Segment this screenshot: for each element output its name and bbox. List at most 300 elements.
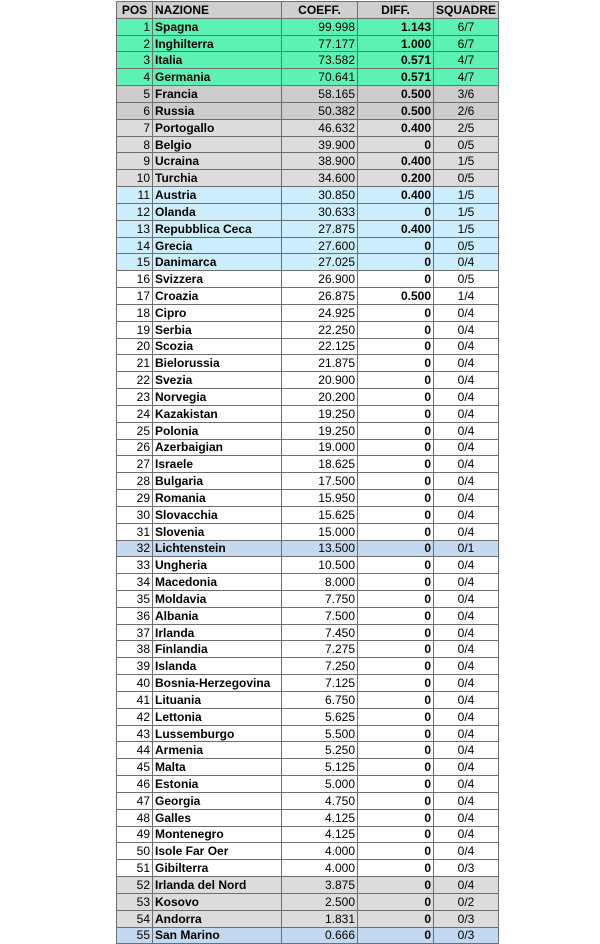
cell-nazione: Cipro — [153, 304, 282, 321]
cell-diff: 0 — [358, 422, 434, 439]
cell-coeff: 19.000 — [282, 439, 358, 456]
cell-nazione: Finlandia — [153, 641, 282, 658]
cell-coeff: 30.633 — [282, 203, 358, 220]
cell-squadre: 1/5 — [434, 203, 499, 220]
cell-diff: 0 — [358, 725, 434, 742]
cell-diff: 0 — [358, 473, 434, 490]
cell-diff: 0 — [358, 523, 434, 540]
cell-pos: 37 — [117, 624, 153, 641]
cell-pos: 48 — [117, 809, 153, 826]
cell-coeff: 30.850 — [282, 187, 358, 204]
cell-nazione: Estonia — [153, 776, 282, 793]
cell-coeff: 50.382 — [282, 102, 358, 119]
cell-pos: 45 — [117, 759, 153, 776]
cell-coeff: 3.875 — [282, 877, 358, 894]
cell-diff: 0 — [358, 776, 434, 793]
cell-pos: 7 — [117, 119, 153, 136]
cell-nazione: Repubblica Ceca — [153, 220, 282, 237]
cell-diff: 0.400 — [358, 187, 434, 204]
cell-coeff: 4.750 — [282, 792, 358, 809]
cell-nazione: Svezia — [153, 372, 282, 389]
cell-nazione: Olanda — [153, 203, 282, 220]
cell-pos: 32 — [117, 540, 153, 557]
cell-pos: 19 — [117, 321, 153, 338]
ranking-table — [116, 1, 499, 944]
cell-nazione: Gibilterra — [153, 860, 282, 877]
cell-nazione: Macedonia — [153, 574, 282, 591]
table-row — [117, 102, 499, 119]
table-row — [117, 220, 499, 237]
cell-nazione: Romania — [153, 490, 282, 507]
table-row — [117, 69, 499, 86]
cell-squadre: 0/3 — [434, 927, 499, 944]
cell-coeff: 18.625 — [282, 456, 358, 473]
cell-diff: 0 — [358, 691, 434, 708]
cell-pos: 28 — [117, 473, 153, 490]
cell-diff: 0 — [358, 506, 434, 523]
cell-diff: 0 — [358, 439, 434, 456]
table-row — [117, 877, 499, 894]
table-row — [117, 254, 499, 271]
cell-nazione: Grecia — [153, 237, 282, 254]
cell-nazione: Belgio — [153, 136, 282, 153]
cell-nazione: Montenegro — [153, 826, 282, 843]
header-diff: DIFF. — [358, 2, 434, 19]
cell-diff: 0 — [358, 641, 434, 658]
cell-squadre: 0/4 — [434, 641, 499, 658]
cell-coeff: 5.625 — [282, 708, 358, 725]
cell-squadre: 1/4 — [434, 288, 499, 305]
cell-coeff: 39.900 — [282, 136, 358, 153]
cell-squadre: 0/4 — [434, 422, 499, 439]
table-row — [117, 389, 499, 406]
cell-squadre: 0/3 — [434, 910, 499, 927]
cell-pos: 34 — [117, 574, 153, 591]
table-row — [117, 776, 499, 793]
table-row — [117, 136, 499, 153]
cell-nazione: Irlanda del Nord — [153, 877, 282, 894]
table-row — [117, 153, 499, 170]
table-row — [117, 456, 499, 473]
cell-squadre: 0/4 — [434, 389, 499, 406]
cell-squadre: 0/4 — [434, 506, 499, 523]
cell-coeff: 7.275 — [282, 641, 358, 658]
cell-diff: 0 — [358, 759, 434, 776]
cell-squadre: 0/4 — [434, 607, 499, 624]
table-row — [117, 119, 499, 136]
cell-pos: 33 — [117, 557, 153, 574]
cell-squadre: 0/4 — [434, 691, 499, 708]
cell-nazione: Ucraina — [153, 153, 282, 170]
cell-diff: 0 — [358, 372, 434, 389]
table-row — [117, 910, 499, 927]
cell-nazione: Malta — [153, 759, 282, 776]
cell-nazione: San Marino — [153, 927, 282, 944]
cell-coeff: 2.500 — [282, 893, 358, 910]
cell-pos: 21 — [117, 355, 153, 372]
cell-pos: 49 — [117, 826, 153, 843]
cell-diff: 0 — [358, 675, 434, 692]
cell-pos: 16 — [117, 271, 153, 288]
cell-pos: 40 — [117, 675, 153, 692]
cell-coeff: 7.250 — [282, 658, 358, 675]
cell-pos: 43 — [117, 725, 153, 742]
cell-pos: 15 — [117, 254, 153, 271]
cell-pos: 35 — [117, 590, 153, 607]
table-row — [117, 405, 499, 422]
cell-pos: 26 — [117, 439, 153, 456]
cell-diff: 1.143 — [358, 18, 434, 35]
cell-pos: 53 — [117, 893, 153, 910]
cell-coeff: 77.177 — [282, 35, 358, 52]
cell-diff: 0 — [358, 557, 434, 574]
cell-diff: 0 — [358, 809, 434, 826]
cell-squadre: 0/5 — [434, 136, 499, 153]
cell-pos: 55 — [117, 927, 153, 944]
cell-squadre: 0/4 — [434, 574, 499, 591]
cell-nazione: Islanda — [153, 658, 282, 675]
cell-coeff: 15.625 — [282, 506, 358, 523]
cell-diff: 0 — [358, 254, 434, 271]
cell-coeff: 6.750 — [282, 691, 358, 708]
cell-pos: 17 — [117, 288, 153, 305]
table-row — [117, 304, 499, 321]
table-row — [117, 792, 499, 809]
cell-nazione: Francia — [153, 86, 282, 103]
cell-nazione: Italia — [153, 52, 282, 69]
cell-coeff: 26.875 — [282, 288, 358, 305]
cell-diff: 0 — [358, 304, 434, 321]
cell-squadre: 0/4 — [434, 675, 499, 692]
cell-nazione: Albania — [153, 607, 282, 624]
cell-squadre: 0/4 — [434, 321, 499, 338]
cell-squadre: 0/5 — [434, 170, 499, 187]
cell-diff: 0 — [358, 607, 434, 624]
cell-squadre: 3/6 — [434, 86, 499, 103]
cell-diff: 0.571 — [358, 69, 434, 86]
cell-nazione: Lussemburgo — [153, 725, 282, 742]
cell-diff: 0.571 — [358, 52, 434, 69]
table-row — [117, 203, 499, 220]
cell-squadre: 6/7 — [434, 18, 499, 35]
cell-pos: 39 — [117, 658, 153, 675]
cell-coeff: 38.900 — [282, 153, 358, 170]
cell-coeff: 73.582 — [282, 52, 358, 69]
cell-pos: 12 — [117, 203, 153, 220]
cell-nazione: Bielorussia — [153, 355, 282, 372]
cell-diff: 0 — [358, 927, 434, 944]
table-row — [117, 439, 499, 456]
cell-diff: 0 — [358, 136, 434, 153]
table-row — [117, 52, 499, 69]
table-row — [117, 523, 499, 540]
cell-nazione: Isole Far Oer — [153, 843, 282, 860]
cell-coeff: 13.500 — [282, 540, 358, 557]
cell-squadre: 0/4 — [434, 523, 499, 540]
cell-diff: 0 — [358, 910, 434, 927]
cell-diff: 0 — [358, 860, 434, 877]
cell-nazione: Irlanda — [153, 624, 282, 641]
cell-diff: 0 — [358, 624, 434, 641]
cell-coeff: 4.125 — [282, 809, 358, 826]
cell-nazione: Svizzera — [153, 271, 282, 288]
cell-diff: 0 — [358, 321, 434, 338]
cell-nazione: Galles — [153, 809, 282, 826]
cell-diff: 0.400 — [358, 220, 434, 237]
cell-nazione: Germania — [153, 69, 282, 86]
cell-diff: 0 — [358, 271, 434, 288]
cell-coeff: 5.000 — [282, 776, 358, 793]
cell-pos: 18 — [117, 304, 153, 321]
cell-coeff: 7.750 — [282, 590, 358, 607]
cell-squadre: 0/4 — [434, 590, 499, 607]
table-row — [117, 708, 499, 725]
cell-squadre: 2/5 — [434, 119, 499, 136]
cell-pos: 13 — [117, 220, 153, 237]
cell-pos: 9 — [117, 153, 153, 170]
header-coeff: COEFF. — [282, 2, 358, 19]
header-row — [117, 2, 499, 19]
table-row — [117, 641, 499, 658]
cell-squadre: 4/7 — [434, 69, 499, 86]
cell-diff: 0 — [358, 405, 434, 422]
cell-coeff: 17.500 — [282, 473, 358, 490]
cell-diff: 0.400 — [358, 153, 434, 170]
cell-nazione: Inghilterra — [153, 35, 282, 52]
table-row — [117, 658, 499, 675]
cell-squadre: 1/5 — [434, 153, 499, 170]
cell-coeff: 19.250 — [282, 405, 358, 422]
cell-diff: 0 — [358, 843, 434, 860]
cell-coeff: 21.875 — [282, 355, 358, 372]
cell-pos: 31 — [117, 523, 153, 540]
table-row — [117, 893, 499, 910]
cell-squadre: 0/5 — [434, 237, 499, 254]
cell-squadre: 0/4 — [434, 254, 499, 271]
cell-diff: 0.500 — [358, 102, 434, 119]
cell-squadre: 0/4 — [434, 490, 499, 507]
cell-nazione: Georgia — [153, 792, 282, 809]
cell-squadre: 0/2 — [434, 893, 499, 910]
table-row — [117, 860, 499, 877]
cell-coeff: 26.900 — [282, 271, 358, 288]
cell-nazione: Azerbaigian — [153, 439, 282, 456]
table-row — [117, 691, 499, 708]
cell-coeff: 20.200 — [282, 389, 358, 406]
cell-pos: 52 — [117, 877, 153, 894]
cell-diff: 0 — [358, 540, 434, 557]
cell-pos: 22 — [117, 372, 153, 389]
table-body — [117, 18, 499, 944]
cell-squadre: 4/7 — [434, 52, 499, 69]
cell-diff: 0 — [358, 355, 434, 372]
table-row — [117, 321, 499, 338]
cell-nazione: Slovenia — [153, 523, 282, 540]
cell-squadre: 0/4 — [434, 776, 499, 793]
cell-coeff: 5.500 — [282, 725, 358, 742]
cell-nazione: Moldavia — [153, 590, 282, 607]
cell-diff: 0 — [358, 574, 434, 591]
cell-squadre: 0/4 — [434, 304, 499, 321]
table-row — [117, 540, 499, 557]
cell-diff: 0 — [358, 826, 434, 843]
cell-diff: 0 — [358, 456, 434, 473]
cell-pos: 10 — [117, 170, 153, 187]
table-row — [117, 372, 499, 389]
table-row — [117, 590, 499, 607]
table-row — [117, 422, 499, 439]
cell-squadre: 0/4 — [434, 439, 499, 456]
cell-pos: 6 — [117, 102, 153, 119]
cell-nazione: Bulgaria — [153, 473, 282, 490]
cell-coeff: 5.125 — [282, 759, 358, 776]
cell-diff: 0 — [358, 590, 434, 607]
cell-pos: 38 — [117, 641, 153, 658]
cell-squadre: 0/4 — [434, 405, 499, 422]
cell-diff: 0.200 — [358, 170, 434, 187]
cell-coeff: 10.500 — [282, 557, 358, 574]
cell-pos: 41 — [117, 691, 153, 708]
table-row — [117, 355, 499, 372]
cell-nazione: Polonia — [153, 422, 282, 439]
cell-nazione: Portogallo — [153, 119, 282, 136]
cell-diff: 0 — [358, 742, 434, 759]
cell-coeff: 70.641 — [282, 69, 358, 86]
cell-nazione: Kosovo — [153, 893, 282, 910]
cell-diff: 1.000 — [358, 35, 434, 52]
cell-squadre: 0/4 — [434, 624, 499, 641]
cell-pos: 14 — [117, 237, 153, 254]
cell-nazione: Bosnia-Herzegovina — [153, 675, 282, 692]
cell-squadre: 0/4 — [434, 557, 499, 574]
cell-squadre: 0/4 — [434, 355, 499, 372]
cell-diff: 0 — [358, 893, 434, 910]
table-row — [117, 607, 499, 624]
cell-nazione: Scozia — [153, 338, 282, 355]
table-row — [117, 574, 499, 591]
cell-nazione: Slovacchia — [153, 506, 282, 523]
cell-pos: 4 — [117, 69, 153, 86]
table-row — [117, 473, 499, 490]
table-row — [117, 675, 499, 692]
cell-coeff: 27.875 — [282, 220, 358, 237]
cell-coeff: 99.998 — [282, 18, 358, 35]
cell-diff: 0 — [358, 203, 434, 220]
cell-squadre: 0/4 — [434, 456, 499, 473]
cell-squadre: 0/4 — [434, 473, 499, 490]
table-row — [117, 187, 499, 204]
cell-pos: 8 — [117, 136, 153, 153]
cell-diff: 0.500 — [358, 86, 434, 103]
cell-pos: 25 — [117, 422, 153, 439]
cell-nazione: Spagna — [153, 18, 282, 35]
cell-pos: 46 — [117, 776, 153, 793]
cell-pos: 29 — [117, 490, 153, 507]
table-row — [117, 742, 499, 759]
cell-pos: 3 — [117, 52, 153, 69]
cell-squadre: 0/4 — [434, 809, 499, 826]
cell-squadre: 0/4 — [434, 826, 499, 843]
cell-diff: 0 — [358, 389, 434, 406]
cell-nazione: Israele — [153, 456, 282, 473]
cell-coeff: 7.125 — [282, 675, 358, 692]
cell-nazione: Austria — [153, 187, 282, 204]
header-pos: POS — [117, 2, 153, 19]
cell-nazione: Ungheria — [153, 557, 282, 574]
cell-squadre: 0/5 — [434, 271, 499, 288]
cell-diff: 0 — [358, 877, 434, 894]
cell-coeff: 19.250 — [282, 422, 358, 439]
table-row — [117, 35, 499, 52]
cell-nazione: Andorra — [153, 910, 282, 927]
cell-squadre: 0/4 — [434, 708, 499, 725]
table-row — [117, 843, 499, 860]
cell-coeff: 1.831 — [282, 910, 358, 927]
cell-coeff: 15.000 — [282, 523, 358, 540]
table-row — [117, 759, 499, 776]
cell-nazione: Serbia — [153, 321, 282, 338]
cell-pos: 30 — [117, 506, 153, 523]
table-row — [117, 18, 499, 35]
cell-coeff: 22.125 — [282, 338, 358, 355]
cell-pos: 20 — [117, 338, 153, 355]
cell-squadre: 0/4 — [434, 742, 499, 759]
table-row — [117, 506, 499, 523]
table-row — [117, 927, 499, 944]
table-row — [117, 557, 499, 574]
cell-squadre: 0/4 — [434, 759, 499, 776]
cell-coeff: 4.000 — [282, 843, 358, 860]
cell-squadre: 0/4 — [434, 658, 499, 675]
cell-squadre: 2/6 — [434, 102, 499, 119]
table-row — [117, 826, 499, 843]
cell-nazione: Armenia — [153, 742, 282, 759]
table-row — [117, 725, 499, 742]
cell-coeff: 0.666 — [282, 927, 358, 944]
cell-coeff: 8.000 — [282, 574, 358, 591]
cell-squadre: 1/5 — [434, 220, 499, 237]
table-row — [117, 809, 499, 826]
cell-coeff: 24.925 — [282, 304, 358, 321]
cell-diff: 0 — [358, 237, 434, 254]
cell-coeff: 15.950 — [282, 490, 358, 507]
table-row — [117, 170, 499, 187]
cell-diff: 0 — [358, 658, 434, 675]
cell-pos: 51 — [117, 860, 153, 877]
cell-pos: 42 — [117, 708, 153, 725]
cell-coeff: 7.450 — [282, 624, 358, 641]
cell-pos: 2 — [117, 35, 153, 52]
cell-coeff: 34.600 — [282, 170, 358, 187]
cell-diff: 0 — [358, 708, 434, 725]
table-row — [117, 338, 499, 355]
cell-coeff: 27.600 — [282, 237, 358, 254]
cell-coeff: 5.250 — [282, 742, 358, 759]
cell-pos: 23 — [117, 389, 153, 406]
cell-pos: 27 — [117, 456, 153, 473]
cell-pos: 5 — [117, 86, 153, 103]
cell-pos: 47 — [117, 792, 153, 809]
header-squadre: SQUADRE — [434, 2, 499, 19]
table-row — [117, 237, 499, 254]
cell-coeff: 58.165 — [282, 86, 358, 103]
cell-nazione: Norvegia — [153, 389, 282, 406]
cell-nazione: Danimarca — [153, 254, 282, 271]
cell-squadre: 0/4 — [434, 877, 499, 894]
cell-squadre: 1/5 — [434, 187, 499, 204]
cell-squadre: 6/7 — [434, 35, 499, 52]
table-row — [117, 490, 499, 507]
